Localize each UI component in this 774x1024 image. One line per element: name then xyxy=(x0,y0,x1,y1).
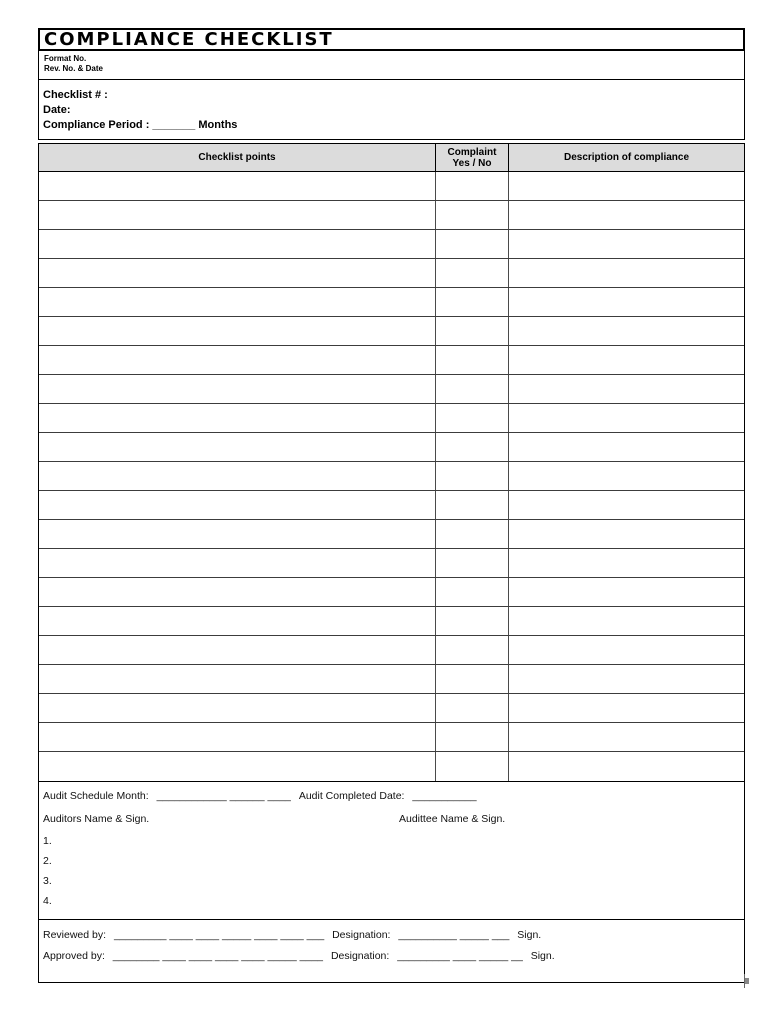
table-row xyxy=(39,636,744,665)
table-row xyxy=(39,549,744,578)
approved-by-label: Approved by: xyxy=(43,950,105,962)
page-corner-artifact xyxy=(745,978,749,984)
compliance-period-label: Compliance Period : xyxy=(43,119,150,131)
table-row xyxy=(39,665,744,694)
signoff-section xyxy=(38,920,745,983)
header-complaint-yes-no xyxy=(436,144,509,171)
reviewed-sign-label: Sign. xyxy=(517,929,542,941)
table-cell xyxy=(436,375,509,403)
auditor-line-1: 1. xyxy=(43,835,52,847)
table-cell xyxy=(39,723,436,751)
compliance-period-blank: _______ xyxy=(152,119,196,131)
table-cell xyxy=(39,433,436,461)
format-no-label: Format No. xyxy=(44,54,87,63)
table-cell xyxy=(509,607,744,635)
table-cell xyxy=(509,288,744,316)
page-title: COMPLIANCE CHECKLIST xyxy=(44,29,334,50)
table-cell xyxy=(436,172,509,200)
table-row xyxy=(39,578,744,607)
date-label: Date: xyxy=(43,104,71,116)
table-cell xyxy=(436,694,509,722)
auditor-line-2: 2. xyxy=(43,855,52,867)
table-cell xyxy=(509,491,744,519)
table-row xyxy=(39,288,744,317)
table-row xyxy=(39,259,744,288)
reviewed-designation-label: Designation: xyxy=(332,929,391,941)
checklist-table-body xyxy=(39,172,744,781)
auditor-names-row xyxy=(43,813,744,825)
table-cell xyxy=(39,317,436,345)
table-cell xyxy=(39,172,436,200)
table-cell xyxy=(509,172,744,200)
table-row xyxy=(39,317,744,346)
table-cell xyxy=(509,723,744,751)
table-row xyxy=(39,723,744,752)
table-cell xyxy=(509,259,744,287)
table-row xyxy=(39,375,744,404)
table-row xyxy=(39,607,744,636)
table-cell xyxy=(39,578,436,606)
table-cell xyxy=(436,288,509,316)
table-cell xyxy=(509,433,744,461)
table-cell xyxy=(39,636,436,664)
audit-completed-blank: ___________ xyxy=(412,790,477,802)
audit-schedule-blank: ____________ ______ ____ xyxy=(156,790,291,802)
table-row xyxy=(39,752,744,781)
header-complaint-line2: Yes / No xyxy=(452,157,492,169)
audit-schedule-line xyxy=(43,790,744,802)
header-complaint-line1: Complaint xyxy=(447,146,497,158)
table-row xyxy=(39,433,744,462)
table-row xyxy=(39,201,744,230)
auditor-line-3: 3. xyxy=(43,875,52,887)
table-cell xyxy=(39,462,436,490)
table-cell xyxy=(509,665,744,693)
format-rev-box xyxy=(38,51,745,80)
table-cell xyxy=(39,346,436,374)
compliance-form xyxy=(38,28,745,983)
table-header-row xyxy=(39,144,744,172)
reviewed-designation-blank: __________ _____ ___ xyxy=(398,929,510,941)
table-cell xyxy=(509,201,744,229)
table-row xyxy=(39,346,744,375)
table-cell xyxy=(436,752,509,781)
approved-designation-blank: _________ ____ _____ __ xyxy=(397,950,523,962)
checklist-number-label: Checklist # : xyxy=(43,89,108,101)
table-cell xyxy=(39,520,436,548)
table-cell xyxy=(39,288,436,316)
table-row xyxy=(39,404,744,433)
table-cell xyxy=(509,694,744,722)
reviewed-by-label: Reviewed by: xyxy=(43,929,107,941)
checklist-info-box xyxy=(38,80,745,140)
table-cell xyxy=(436,317,509,345)
table-cell xyxy=(509,346,744,374)
approved-by-blank: ________ ____ ____ ____ ____ _____ ____ xyxy=(112,950,324,962)
table-cell xyxy=(509,462,744,490)
table-cell xyxy=(39,549,436,577)
table-cell xyxy=(436,491,509,519)
table-cell xyxy=(436,230,509,258)
months-label: Months xyxy=(198,119,238,131)
table-row xyxy=(39,172,744,201)
compliance-period-line xyxy=(43,118,744,133)
table-cell xyxy=(436,433,509,461)
table-cell xyxy=(436,259,509,287)
table-cell xyxy=(39,607,436,635)
audit-section xyxy=(38,782,745,920)
table-cell xyxy=(509,375,744,403)
auditor-line-4: 4. xyxy=(43,895,52,907)
table-cell xyxy=(39,201,436,229)
header-checklist-points: Checklist points xyxy=(39,144,436,171)
table-cell xyxy=(509,404,744,432)
table-cell xyxy=(436,578,509,606)
table-cell xyxy=(509,752,744,781)
table-row xyxy=(39,694,744,723)
approved-sign-label: Sign. xyxy=(530,950,555,962)
reviewed-by-line xyxy=(43,929,744,941)
audit-schedule-month-label: Audit Schedule Month: xyxy=(43,790,149,802)
auditors-name-sign-label: Auditors Name & Sign. xyxy=(43,813,150,825)
table-cell xyxy=(436,636,509,664)
table-cell xyxy=(39,375,436,403)
table-cell xyxy=(436,549,509,577)
table-cell xyxy=(509,230,744,258)
form-title-box xyxy=(38,28,745,51)
table-cell xyxy=(509,578,744,606)
auditee-name-sign-label: Audittee Name & Sign. xyxy=(399,813,506,825)
approved-designation-label: Designation: xyxy=(330,950,390,962)
checklist-table xyxy=(38,143,745,782)
table-cell xyxy=(436,723,509,751)
reviewed-by-blank: _________ ____ ____ _____ ____ ____ ___ xyxy=(113,929,325,941)
table-cell xyxy=(39,404,436,432)
table-cell xyxy=(39,694,436,722)
table-cell xyxy=(39,259,436,287)
table-cell xyxy=(509,549,744,577)
table-row xyxy=(39,491,744,520)
rev-no-label: Rev. No. & Date xyxy=(44,64,103,73)
table-cell xyxy=(436,346,509,374)
table-cell xyxy=(436,462,509,490)
table-row xyxy=(39,230,744,259)
table-cell xyxy=(436,201,509,229)
table-cell xyxy=(39,665,436,693)
approved-by-line xyxy=(43,950,744,962)
table-cell xyxy=(39,491,436,519)
table-cell xyxy=(509,636,744,664)
table-cell xyxy=(509,317,744,345)
table-cell xyxy=(39,230,436,258)
table-cell xyxy=(509,520,744,548)
header-description-of-compliance: Description of compliance xyxy=(563,152,690,163)
table-row xyxy=(39,520,744,549)
table-cell xyxy=(39,752,436,781)
table-cell xyxy=(436,665,509,693)
table-cell xyxy=(436,520,509,548)
table-cell xyxy=(436,404,509,432)
table-cell xyxy=(436,607,509,635)
audit-completed-date-label: Audit Completed Date: xyxy=(298,790,405,802)
table-row xyxy=(39,462,744,491)
